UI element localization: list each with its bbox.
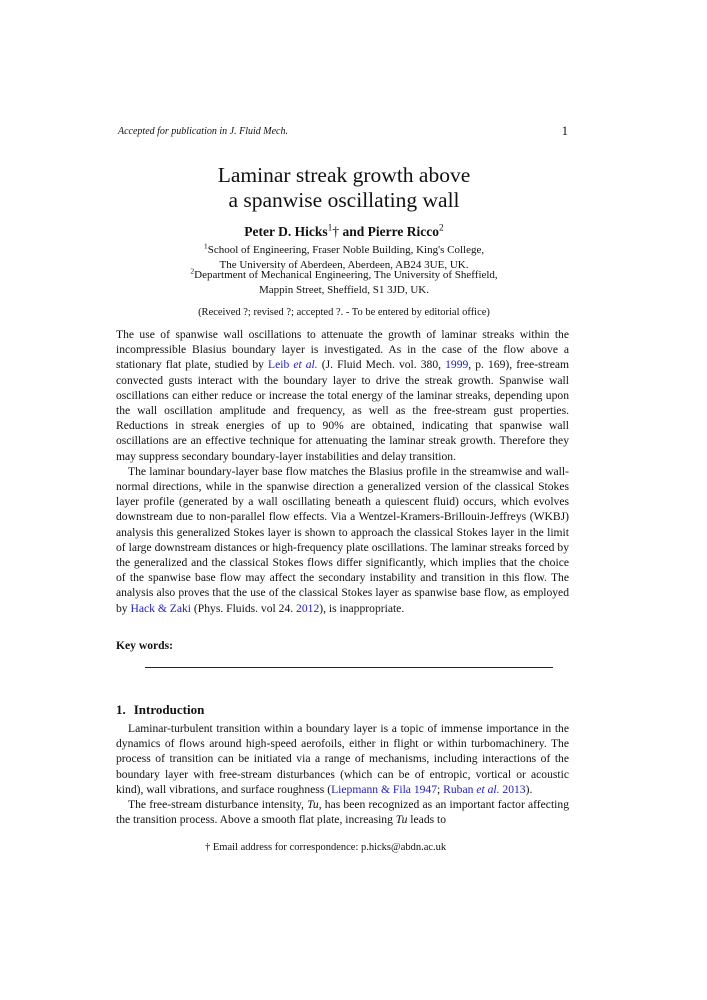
- intro-text: ).: [525, 782, 533, 796]
- citation-2012-link[interactable]: 2012: [296, 601, 320, 615]
- intro-text: ;: [437, 782, 444, 796]
- journal-note: Accepted for publication in J. Fluid Mech.: [118, 126, 288, 137]
- abstract-text: The laminar boundary-layer base flow matches the Blasius profile in the streamwise and wall-normal directions, while in the spanwise direction a generalized version of the classical Stokes layer profile (generated by a wall oscillating beneath a quiescent fluid) occurs, which evolves downstream due to non-parallel flow effects. Via a Wentzel-Kramers-Brillouin-Jeffreys (WKBJ) analysis this generalized Stokes layer is shown to approach the classical Stokes layer in the limit of large downstream distances or high-frequency plate oscillations. The laminar streaks forced by the generalized and the classical Stokes flows differ significantly, which implies that the choice of the spanwise base flow may affect the secondary instability and transition in this flow. The analysis also proves that the use of the classical Stokes layer as spanwise base flow, as employed by: [116, 464, 569, 615]
- abstract-paragraph-1: [116, 327, 569, 464]
- abstract: [116, 327, 569, 616]
- intro-paragraph-2: [116, 797, 569, 827]
- citation-year: 2013: [499, 782, 526, 796]
- abstract-text: The use of spanwise wall oscillations to attenuate the growth of laminar streaks within the incompressible Blasius boundary layer is investigated. As in the case of the flow above a stationary flat plate, studied by: [116, 328, 569, 372]
- intro-text: Laminar-turbulent transition within a boundary layer is a topic of immense importance in the dynamics of flows around high-speed aerofoils, either in flight or within turbomachinery. The process of transition can be initiated via a range of mechanisms, including interactions of the boundary layer with free-stream disturbances (which can be of entropic, vortical or acoustic kind), wall vibrations, and surface roughness (: [116, 722, 569, 796]
- affiliation-1-line-2: The University of Aberdeen, Aberdeen, AB24 3UE, UK.: [219, 259, 469, 271]
- abstract-text: , p. 169), free-stream convected gusts interact with the boundary layer to drive the streak growth. Spanwise wall oscillations can either reduce or increase the total energy of the laminar streaks, depending upon the wall oscillation amplitude and frequency, as well as the free-stream gust properties. Reductions in streak energies of up to 90% are obtained, indicating that spanwise wall oscillations are an effective technique for attenuating the laminar streak growth. Therefore they may suppress secondary boundary-layer instabilities and delay transition.: [116, 358, 570, 463]
- affiliation-2-line-2: Mappin Street, Sheffield, S1 3JD, UK.: [259, 284, 429, 296]
- citation-hack-zaki-link[interactable]: Hack & Zaki: [130, 601, 192, 615]
- paper-title: [118, 163, 570, 213]
- author-2: Pierre Ricco: [367, 224, 439, 239]
- citation-author: Leib: [268, 358, 294, 372]
- title-line-2: a spanwise oscillating wall: [228, 188, 460, 212]
- abstract-text: ), is inappropriate.: [319, 601, 405, 615]
- corresponding-dagger: †: [332, 224, 340, 239]
- intro-text: The free-stream disturbance intensity,: [128, 798, 308, 812]
- footnote-email: Email address for correspondence: p.hicks@abdn.ac.uk: [210, 842, 447, 853]
- author-list: [118, 224, 570, 240]
- page-number: 1: [561, 124, 568, 138]
- divider-rule: [145, 667, 553, 668]
- received-dates: (Received ?; revised ?; accepted ?. - To be entered by editorial office): [198, 307, 490, 318]
- tu-symbol: Tu: [307, 798, 319, 812]
- introduction-body: [116, 721, 569, 827]
- citation-etal: et al.: [476, 782, 500, 796]
- affiliation-1-mark: 1: [203, 241, 208, 251]
- citation-etal: et al.: [293, 358, 318, 372]
- abstract-text: (Phys. Fluids. vol 24.: [191, 601, 297, 615]
- running-head: [118, 126, 570, 137]
- affiliation-2-mark: 2: [190, 266, 195, 276]
- section-number: 1.: [116, 702, 126, 717]
- affiliation-2: [118, 268, 570, 298]
- abstract-text: (J. Fluid Mech. vol. 380,: [317, 358, 446, 372]
- footnote: [205, 842, 446, 853]
- citation-1999-link[interactable]: 1999: [445, 358, 469, 372]
- affiliation-1-text-1: School of Engineering, Fraser Noble Building, King's College,: [207, 244, 485, 256]
- section-heading: [116, 702, 204, 718]
- author-conjunction: and: [339, 224, 368, 239]
- affiliation-2-text-1: Department of Mechanical Engineering, The University of Sheffield,: [194, 269, 498, 281]
- citation-liepmann-fila-link[interactable]: Liepmann & Fila 1947: [331, 782, 438, 796]
- author-1-affil-mark: 1: [327, 223, 333, 234]
- intro-paragraph-1: [116, 721, 569, 797]
- title-line-1: Laminar streak growth above: [217, 163, 471, 187]
- author-1: Peter D. Hicks: [244, 224, 328, 239]
- citation-author: Ruban: [443, 782, 477, 796]
- author-2-affil-mark: 2: [438, 223, 444, 234]
- intro-text: leads to: [407, 813, 447, 827]
- tu-symbol: Tu: [395, 813, 408, 827]
- abstract-paragraph-2: [116, 464, 569, 616]
- footnote-dagger: †: [205, 842, 211, 853]
- affiliation-2-line-1: [118, 268, 570, 283]
- intro-text: , has been recognized as an important factor affecting the transition process. Above a smooth flat plate, increasing: [116, 798, 569, 827]
- keywords-label: Key words:: [116, 639, 173, 652]
- affiliation-1-line-1: [118, 243, 570, 258]
- citation-leib-link[interactable]: [268, 358, 318, 371]
- section-title: Introduction: [133, 702, 205, 717]
- citation-ruban-link[interactable]: [443, 783, 525, 796]
